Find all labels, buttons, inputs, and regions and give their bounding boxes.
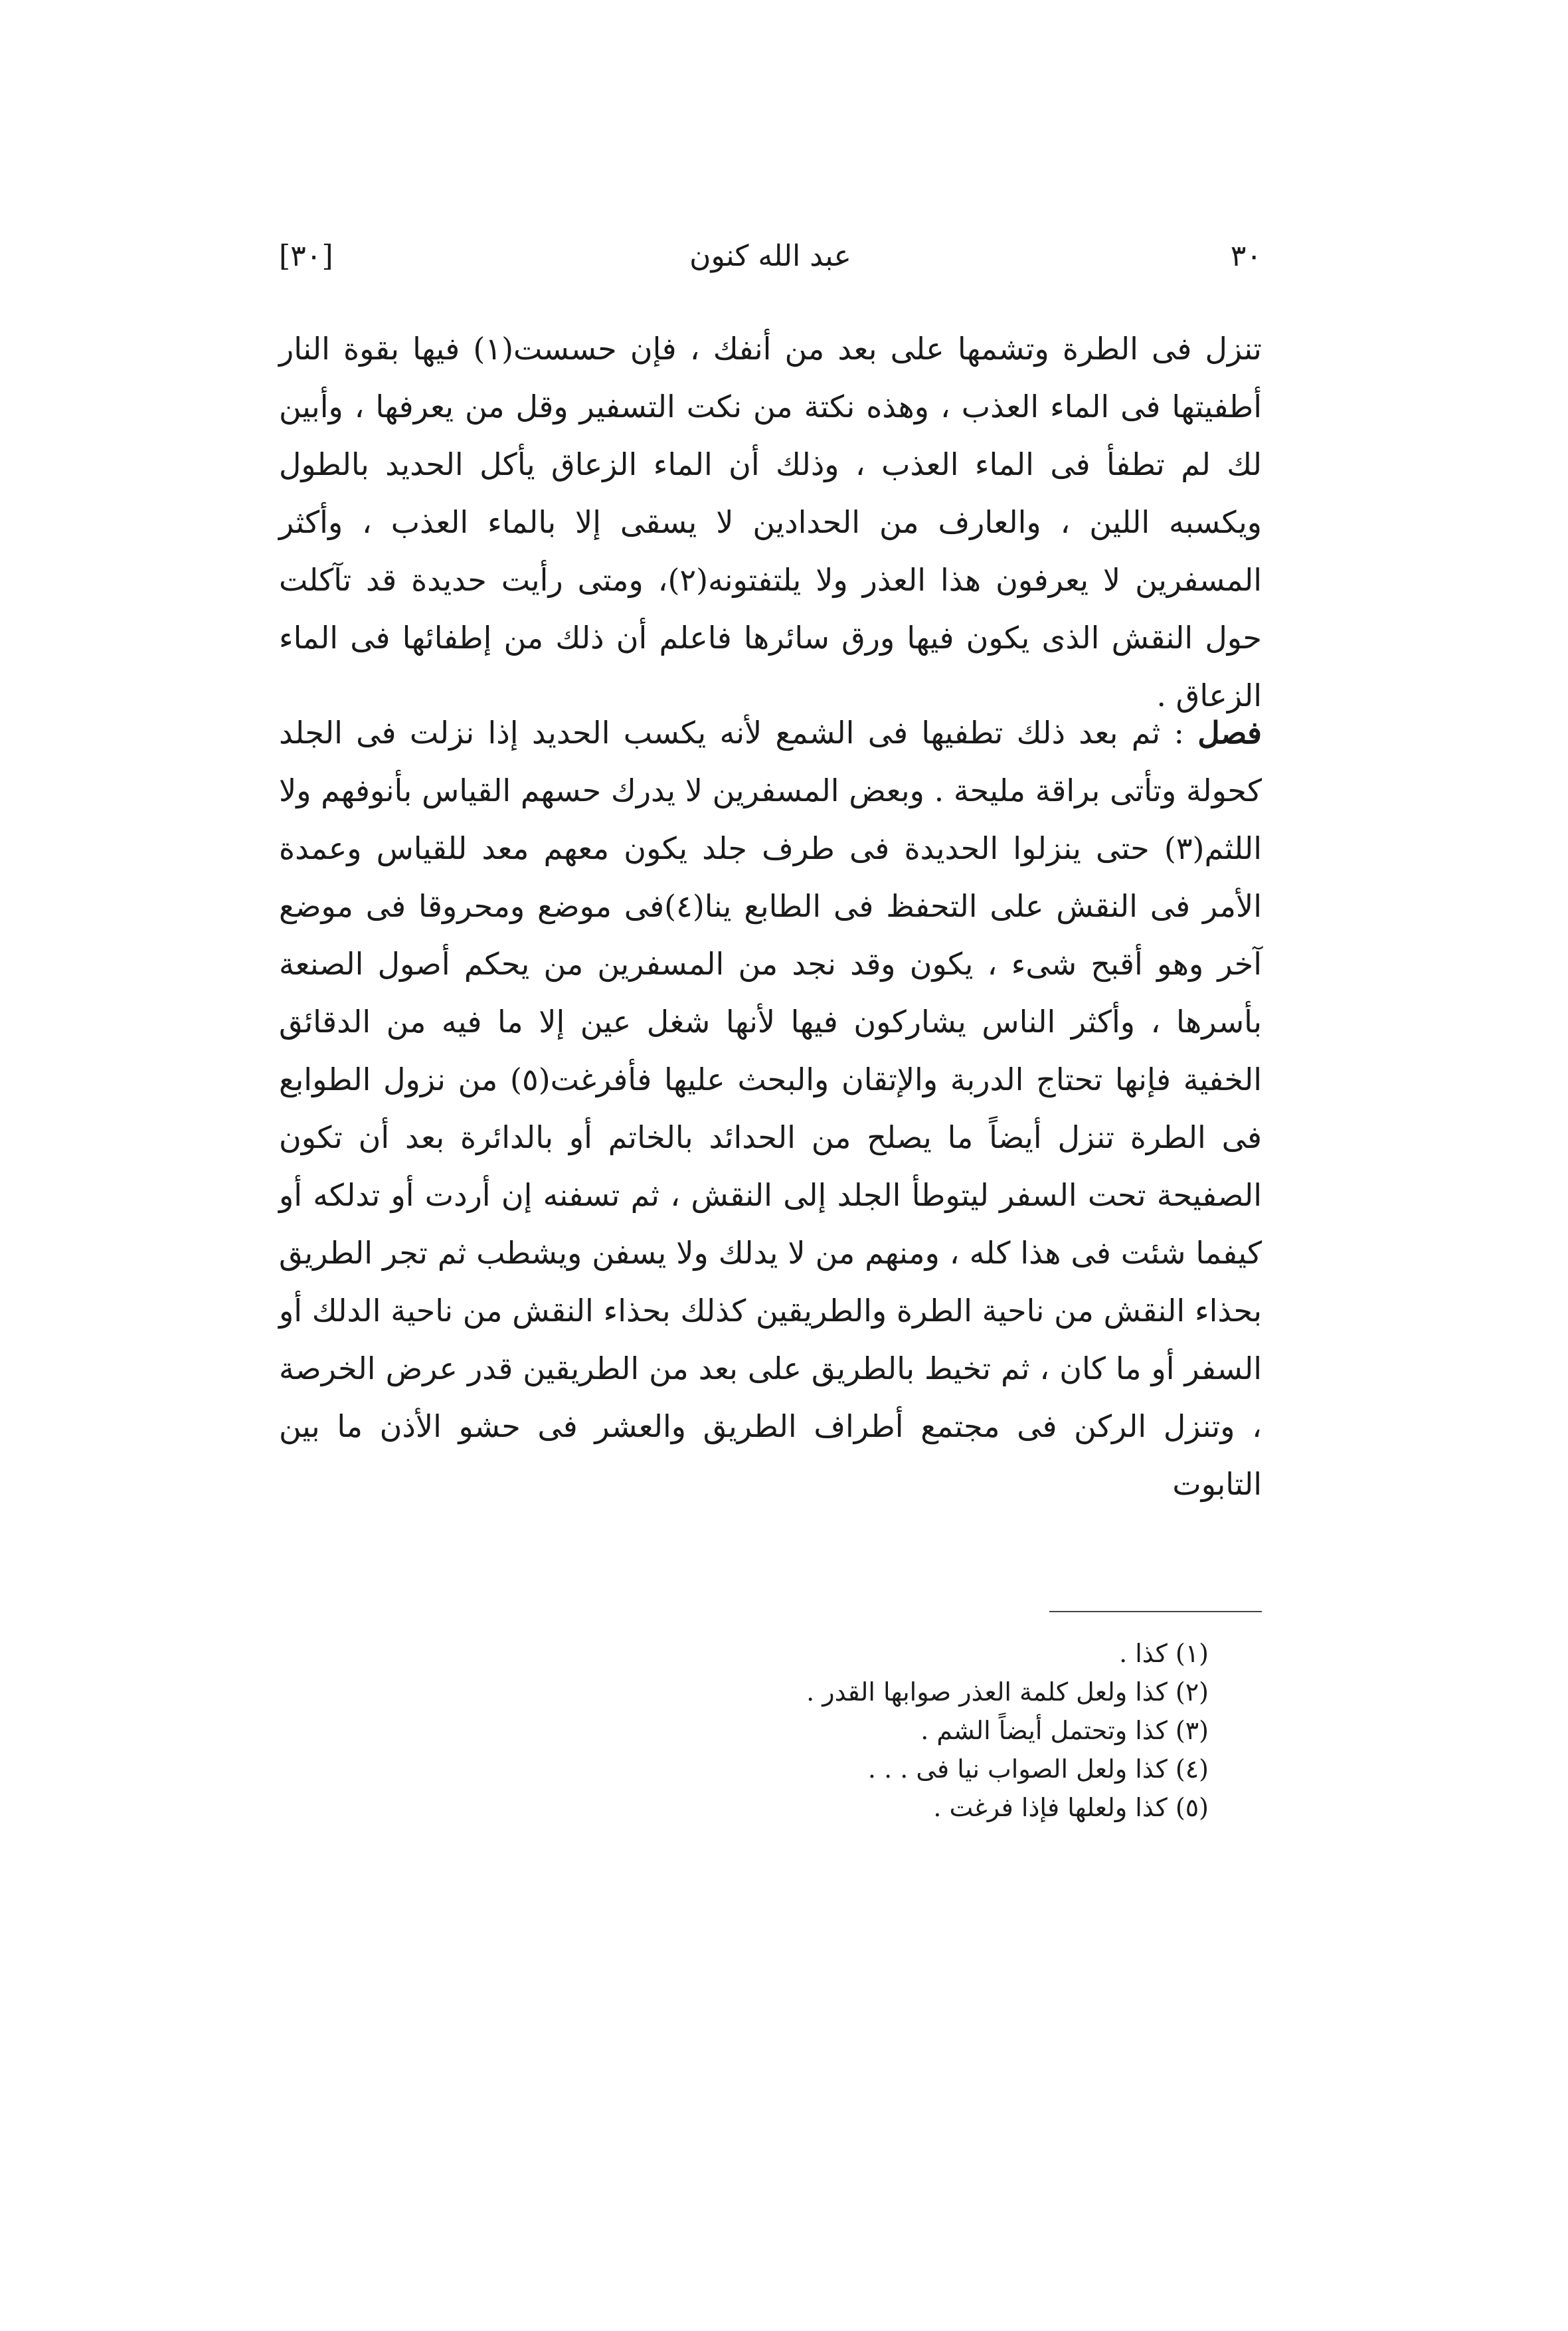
footnote-4: (٤) كذا ولعل الصواب نيا فى . . . xyxy=(867,1754,1209,1784)
page-header xyxy=(279,239,1262,292)
page-number: ٣٠ xyxy=(1230,239,1262,273)
footnotes-list xyxy=(279,1634,1209,1827)
section-label: فصل xyxy=(1197,715,1262,751)
footnote-divider xyxy=(1049,1611,1262,1612)
body-paragraph-1: تنزل فى الطرة وتشمها على بعد من أنفك ، فإن حسست(١) فيها بقوة النار أطفيتها فى الماء العذب ، وهذه نكتة من نكت التسفير وقل من يعرفها ، وأبين لك لم تطفأ فى الماء العذب ، وذلك أن الماء الزعاق يأكل الحديد بالطول ويكسبه اللين ، والعارف من الحدادين لا يسقى إلا بالماء العذب ، وأكثر المسفرين لا يعرفون هذا العذر ولا يلتفتونه(٢)، ومتى رأيت حديدة قد تآكلت حول النقش الذى يكون فيها ورق سائرها فاعلم أن ذلك من إطفائها فى الماء الزعاق . xyxy=(279,331,1262,713)
footnote-2: (٢) كذا ولعل كلمة العذر صوابها القدر . xyxy=(806,1677,1209,1707)
footnote-5: (٥) كذا ولعلها فإذا فرغت . xyxy=(933,1793,1209,1822)
footnote-3: (٣) كذا وتحتمل أيضاً الشم . xyxy=(920,1716,1209,1745)
footnote-1: (١) كذا . xyxy=(1119,1639,1209,1668)
body-paragraph-2 xyxy=(279,704,1262,1513)
bracketed-page-number: [٣٠] xyxy=(279,239,333,273)
body-paragraph-2-text: : ثم بعد ذلك تطفيها فى الشمع لأنه يكسب الحديد إذا نزلت فى الجلد كحولة وتأتى براقة مليحة . وبعض المسفرين لا يدرك حسهم القياس بأنوفهم ولا اللثم(٣) حتى ينزلوا الحديدة فى طرف جلد يكون معهم معد للقياس وعمدة الأمر فى النقش على التحفظ فى الطابع ينا(٤)فى موضع ومحروقا فى موضع آخر وهو أقبح شىء ، يكون وقد نجد من المسفرين من يحكم أصول الصنعة بأسرها ، وأكثر الناس يشاركون فيها لأنها شغل عين إلا ما فيه من الدقائق الخفية فإنها تحتاج الدربة والإتقان والبحث عليها فأفرغت(٥) من نزول الطوابع فى الطرة تنزل أيضاً ما يصلح من الحدائد بالخاتم أو بالدائرة بعد أن تكون الصفيحة تحت السفر ليتوطأ الجلد إلى النقش ، ثم تسفنه إن أردت أو تدلكه أو كيفما شئت فى هذا كله ، ومنهم من لا يدلك ولا يسفن ويشطب ثم تجر الطريق بحذاء النقش من ناحية الطرة والطريقين كذلك بحذاء النقش من ناحية الدلك أو السفر أو ما كان ، ثم تخيط بالطريق على بعد من الطريقين قدر عرض الخرصة ، وتنزل الركن فى مجتمع أطراف الطريق والعشر فى حشو الأذن ما بين التابوت xyxy=(279,715,1262,1502)
running-title: عبد الله كنون xyxy=(689,239,851,273)
